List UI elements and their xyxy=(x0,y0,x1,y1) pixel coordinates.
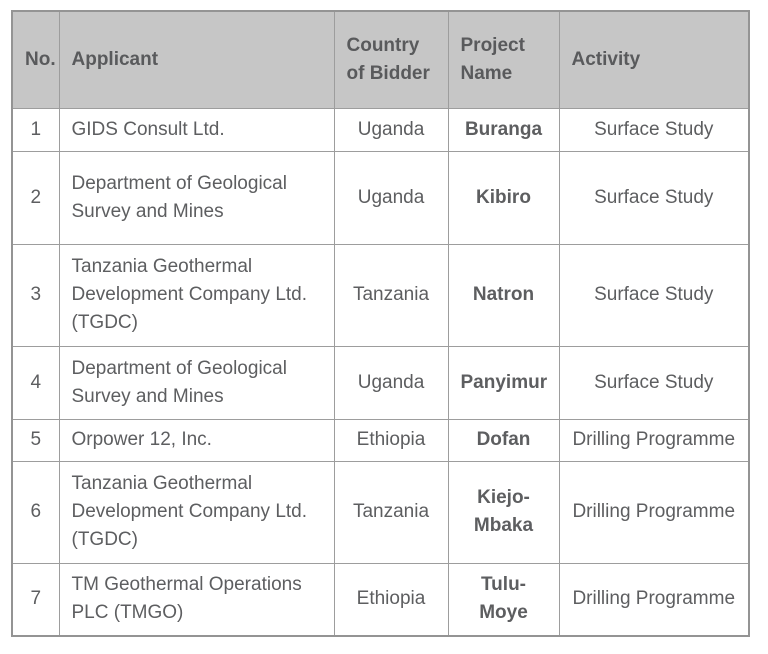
cell-no: 1 xyxy=(12,108,59,151)
table-row xyxy=(12,151,749,244)
table-row xyxy=(12,563,749,636)
cell-applicant: Department of Geological Survey and Mines xyxy=(59,151,334,244)
cell-project-name: Tulu-Moye xyxy=(448,563,559,636)
cell-no: 2 xyxy=(12,151,59,244)
cell-project-name: Dofan xyxy=(448,419,559,461)
header-row xyxy=(12,11,749,108)
table-row xyxy=(12,419,749,461)
table-row xyxy=(12,461,749,563)
column-header-activity: Activity xyxy=(559,11,749,108)
table-header xyxy=(12,11,749,108)
cell-activity: Drilling Programme xyxy=(559,563,749,636)
bidders-table-container xyxy=(11,10,750,637)
table-row xyxy=(12,244,749,346)
cell-project-name: Panyimur xyxy=(448,346,559,419)
cell-activity: Surface Study xyxy=(559,151,749,244)
column-header-project: Project Name xyxy=(448,11,559,108)
cell-country: Uganda xyxy=(334,108,448,151)
table-body xyxy=(12,108,749,636)
cell-no: 5 xyxy=(12,419,59,461)
column-header-no: No. xyxy=(12,11,59,108)
cell-applicant: GIDS Consult Ltd. xyxy=(59,108,334,151)
cell-project-name: Kiejo-Mbaka xyxy=(448,461,559,563)
cell-activity: Drilling Programme xyxy=(559,461,749,563)
cell-activity: Surface Study xyxy=(559,244,749,346)
cell-project-name: Natron xyxy=(448,244,559,346)
cell-no: 3 xyxy=(12,244,59,346)
cell-country: Tanzania xyxy=(334,244,448,346)
table-row xyxy=(12,108,749,151)
cell-country: Ethiopia xyxy=(334,419,448,461)
cell-country: Uganda xyxy=(334,151,448,244)
cell-no: 4 xyxy=(12,346,59,419)
cell-country: Uganda xyxy=(334,346,448,419)
cell-country: Ethiopia xyxy=(334,563,448,636)
bidders-table xyxy=(11,10,750,637)
cell-applicant: Department of Geological Survey and Mines xyxy=(59,346,334,419)
cell-country: Tanzania xyxy=(334,461,448,563)
cell-no: 6 xyxy=(12,461,59,563)
column-header-applicant: Applicant xyxy=(59,11,334,108)
column-header-country: Country of Bidder xyxy=(334,11,448,108)
cell-applicant: Tanzania Geothermal Development Company Ltd. (TGDC) xyxy=(59,461,334,563)
cell-project-name: Buranga xyxy=(448,108,559,151)
cell-activity: Surface Study xyxy=(559,108,749,151)
cell-no: 7 xyxy=(12,563,59,636)
cell-applicant: Tanzania Geothermal Development Company Ltd. (TGDC) xyxy=(59,244,334,346)
cell-activity: Surface Study xyxy=(559,346,749,419)
cell-project-name: Kibiro xyxy=(448,151,559,244)
cell-applicant: Orpower 12, Inc. xyxy=(59,419,334,461)
cell-applicant: TM Geothermal Operations PLC (TMGO) xyxy=(59,563,334,636)
cell-activity: Drilling Programme xyxy=(559,419,749,461)
table-row xyxy=(12,346,749,419)
